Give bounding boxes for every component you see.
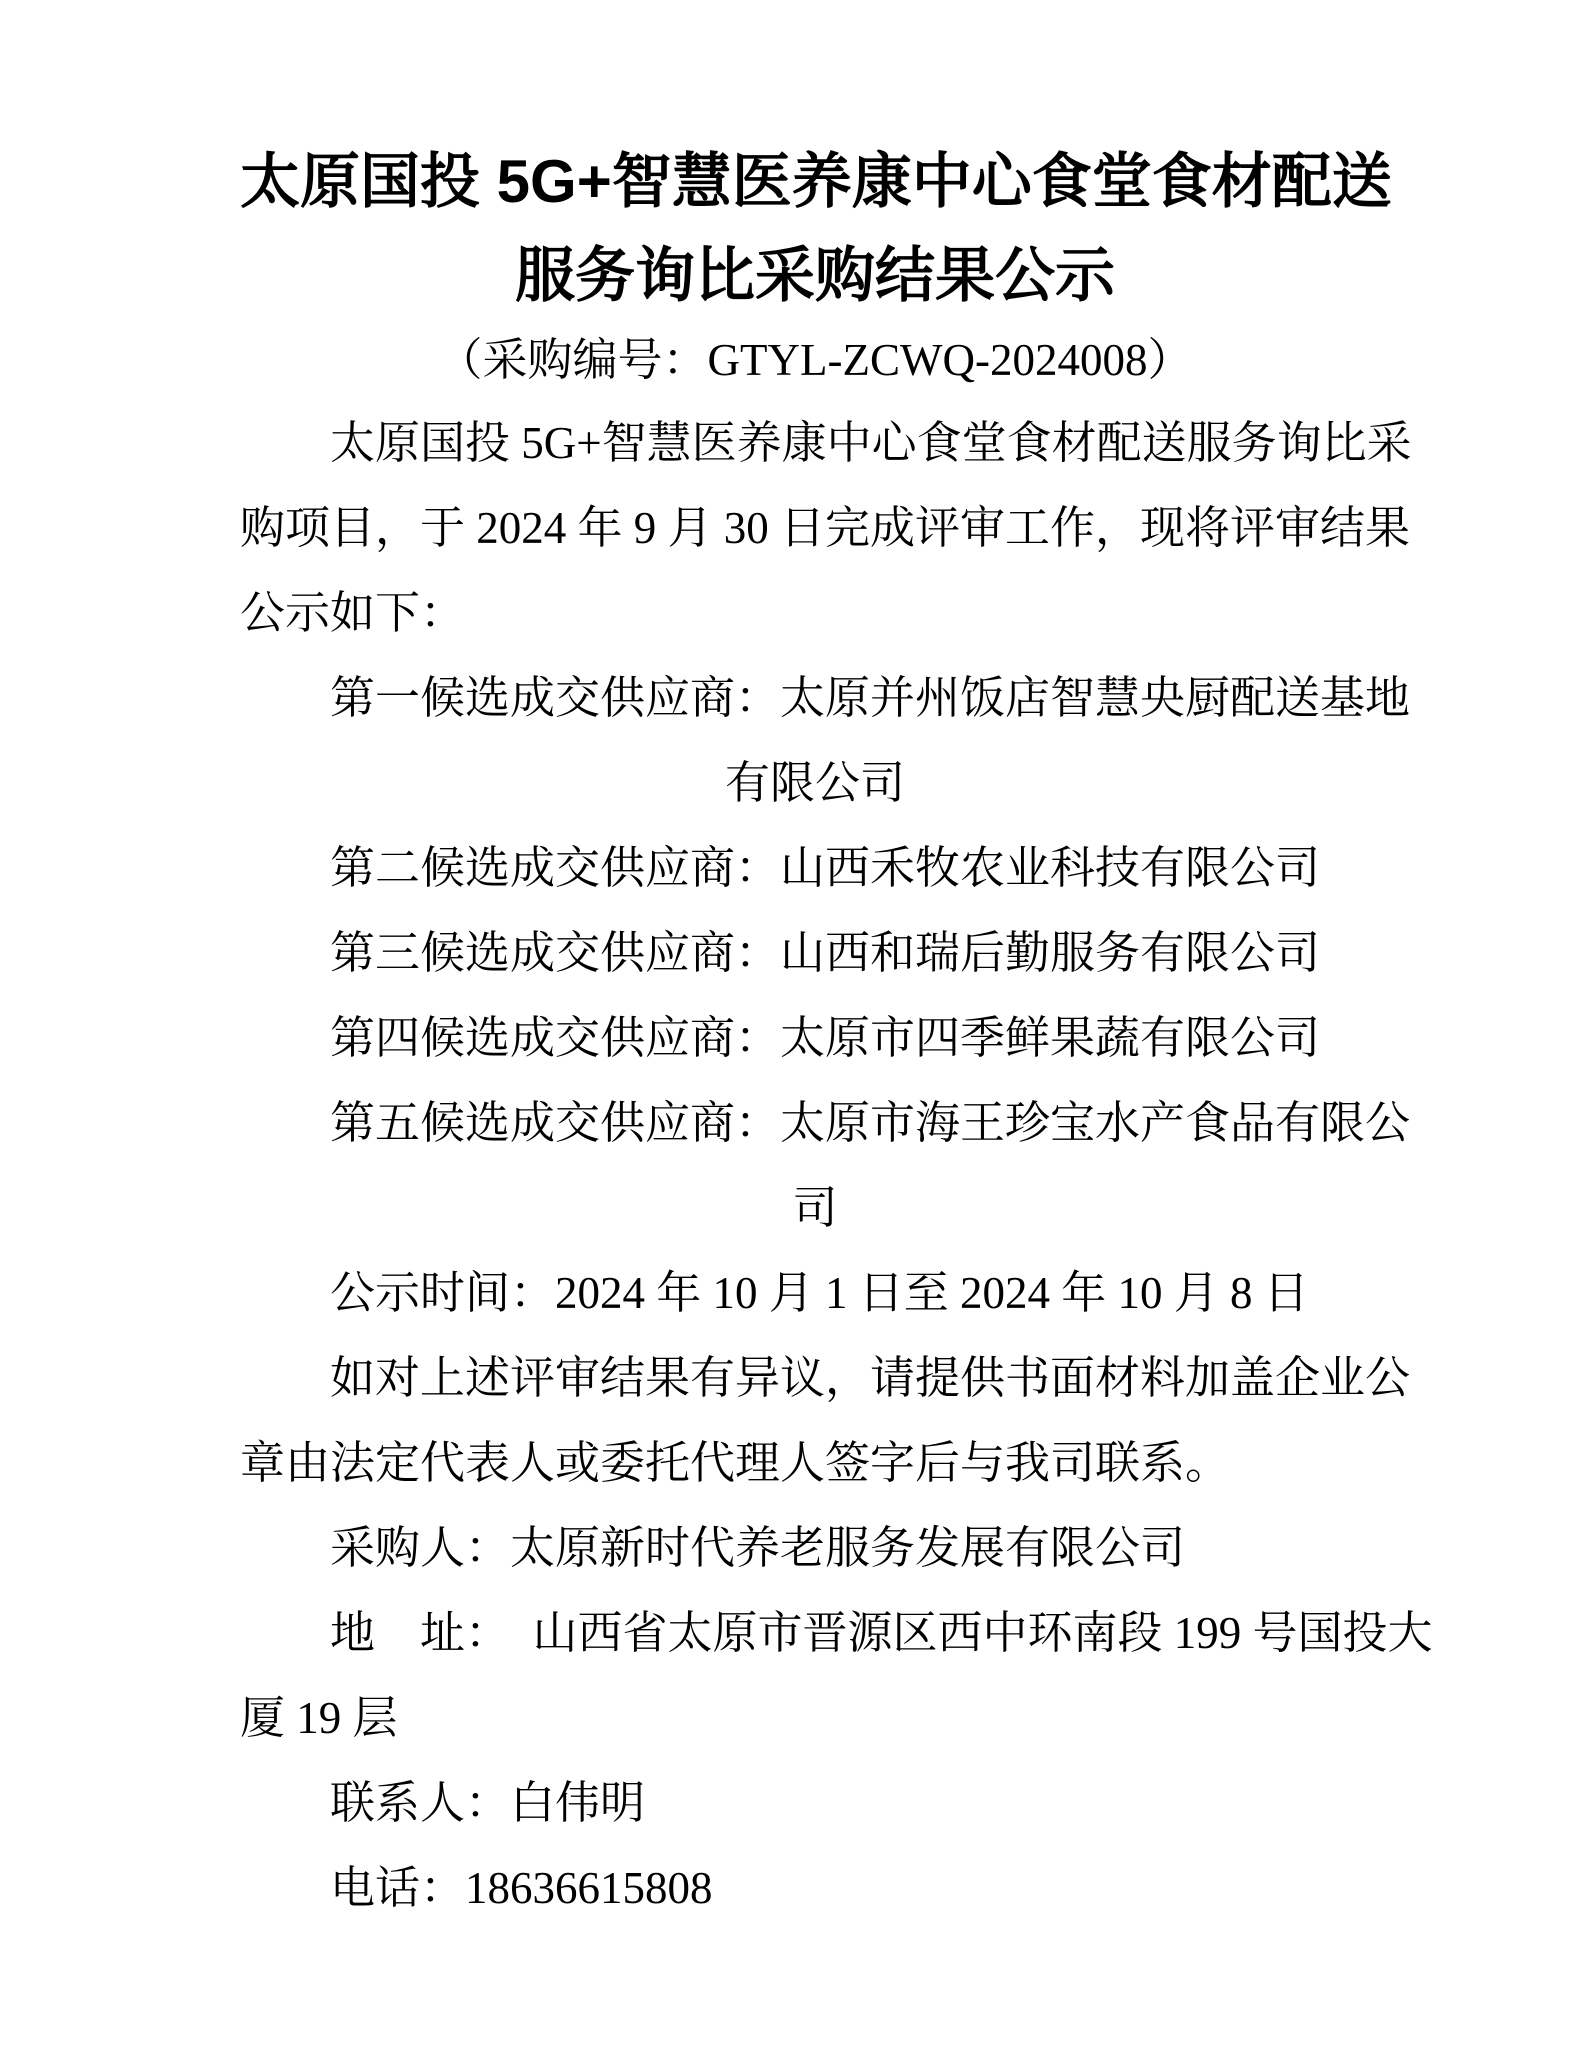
publicity-period-line: 公示时间：2024 年 10 月 1 日至 2024 年 10 月 8 日	[330, 1268, 1309, 1318]
title-line-2: 服务询比采购结果公示	[515, 242, 1115, 309]
address-line-2: 厦 19 层	[240, 1693, 398, 1743]
supplier-fifth-line-2: 司	[792, 1183, 838, 1233]
title-line-1: 太原国投 5G+智慧医养康中心食堂食材配送	[240, 148, 1392, 215]
document-title	[240, 135, 1390, 323]
supplier-first-line-1: 第一候选成交供应商：太原并州饭店智慧央厨配送基地	[330, 673, 1411, 723]
contact-person-line: 联系人：白伟明	[330, 1778, 646, 1828]
procurement-number: （采购编号：GTYL-ZCWQ-2024008）	[437, 335, 1193, 385]
objection-line-2: 章由法定代表人或委托代理人签字后与我司联系。	[240, 1438, 1231, 1488]
document-body	[240, 401, 1433, 1931]
document-content	[240, 0, 1433, 1931]
supplier-fourth-line: 第四候选成交供应商：太原市四季鲜果蔬有限公司	[330, 1013, 1321, 1063]
intro-line-2: 购项目，于 2024 年 9 月 30 日完成评审工作，现将评审结果	[240, 503, 1411, 553]
objection-line-1: 如对上述评审结果有异议，请提供书面材料加盖企业公	[330, 1353, 1411, 1403]
phone-line: 电话：18636615808	[330, 1863, 713, 1913]
purchaser-line: 采购人：太原新时代养老服务发展有限公司	[330, 1523, 1186, 1573]
address-line-1: 地 址： 山西省太原市晋源区西中环南段 199 号国投大	[330, 1608, 1433, 1658]
intro-line-1: 太原国投 5G+智慧医养康中心食堂食材配送服务询比采	[330, 418, 1412, 468]
supplier-third-line: 第三候选成交供应商：山西和瑞后勤服务有限公司	[330, 928, 1321, 978]
supplier-fifth-line-1: 第五候选成交供应商：太原市海王珍宝水产食品有限公	[330, 1098, 1411, 1148]
supplier-first-line-2: 有限公司	[724, 758, 905, 808]
intro-line-3: 公示如下：	[240, 588, 466, 638]
supplier-second-line: 第二候选成交供应商：山西禾牧农业科技有限公司	[330, 843, 1321, 893]
